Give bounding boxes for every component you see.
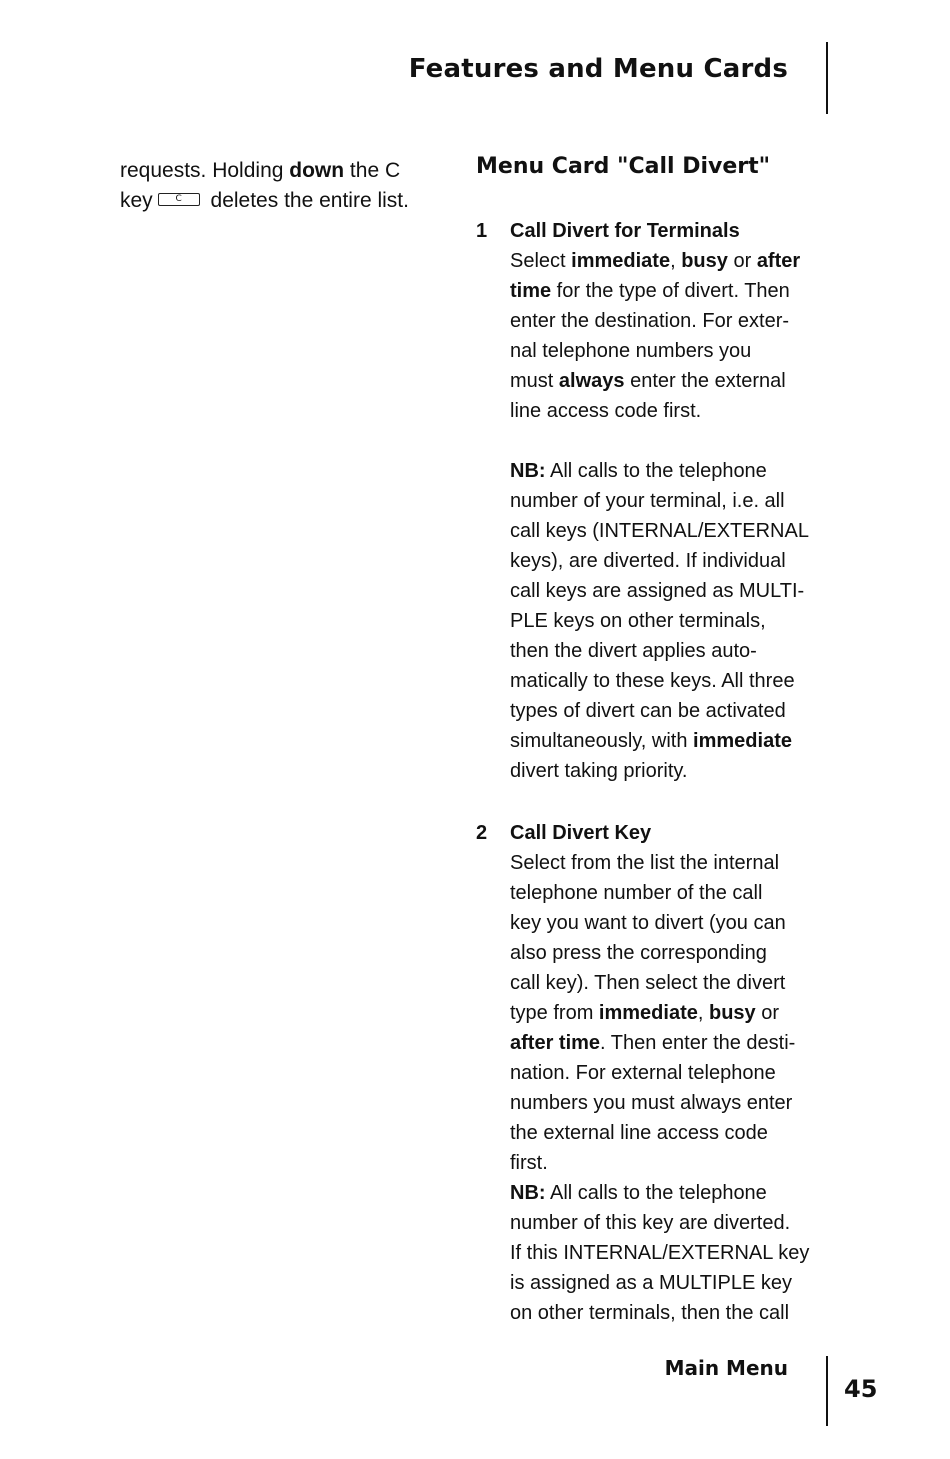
left-line-2: key C deletes the entire list.: [120, 189, 409, 212]
text-line: on other terminals, then the call: [510, 1302, 790, 1324]
text-line: PLE keys on other terminals,: [510, 610, 766, 632]
left-line-1: requests. Holding down the C: [120, 159, 401, 182]
text-line: line access code first.: [510, 400, 702, 422]
text-line: number of this key are diverted.: [510, 1212, 791, 1234]
text-line: call key). Then select the divert: [510, 972, 786, 994]
spacer: [510, 426, 800, 456]
c-key-icon: C: [158, 193, 200, 206]
left-column-text: [120, 156, 420, 216]
text-line: type from immediate, busy or: [510, 1002, 780, 1024]
text-line: Select from the list the internal: [510, 852, 780, 874]
header-rule: [826, 42, 828, 114]
text-line: matically to these keys. All three: [510, 670, 795, 692]
text-line: the external line access code: [510, 1122, 768, 1144]
text-line: types of divert can be activated: [510, 700, 786, 722]
text-line: must always enter the external: [510, 370, 786, 392]
text-line: keys), are diverted. If individual: [510, 550, 786, 572]
text-line: after time. Then enter the desti-: [510, 1032, 796, 1054]
text-line: numbers you must always enter: [510, 1092, 793, 1114]
text-line: first.: [510, 1152, 548, 1174]
text-line: time for the type of divert. Then: [510, 280, 790, 302]
item-title: Call Divert for Terminals: [510, 220, 740, 242]
nb-note: NB: All calls to the telephone: [510, 460, 767, 482]
text-line: then the divert applies auto-: [510, 640, 757, 662]
page-header-title: Features and Menu Cards: [408, 54, 788, 84]
text-line: simultaneously, with immediate: [510, 730, 792, 752]
text-line: call keys (INTERNAL/EXTERNAL: [510, 520, 809, 542]
nb-note: NB: All calls to the telephone: [510, 1182, 767, 1204]
footer-rule: [826, 1356, 828, 1426]
text-line: divert taking priority.: [510, 760, 688, 782]
text-line: If this INTERNAL/EXTERNAL key: [510, 1242, 810, 1264]
text-line: telephone number of the call: [510, 882, 763, 904]
text-line: is assigned as a MULTIPLE key: [510, 1272, 792, 1294]
page-number: 45: [844, 1375, 878, 1403]
section-title: Menu Card "Call Divert": [476, 154, 771, 179]
item-body: [510, 216, 809, 786]
item-body: [510, 818, 810, 1328]
footer-section-title: Main Menu: [664, 1356, 788, 1380]
item-number: 1: [476, 220, 488, 242]
text-line: nation. For external telephone: [510, 1062, 776, 1084]
text-line: Select immediate, busy or after: [510, 250, 801, 272]
text-line: key you want to divert (you can: [510, 912, 786, 934]
item-title: Call Divert Key: [510, 822, 652, 844]
text-line: enter the destination. For exter-: [510, 310, 790, 332]
item-number: 2: [476, 822, 488, 844]
text-line: call keys are assigned as MULTI-: [510, 580, 805, 602]
text-line: also press the corresponding: [510, 942, 767, 964]
text-line: number of your terminal, i.e. all: [510, 490, 785, 512]
text-line: nal telephone numbers you: [510, 340, 752, 362]
